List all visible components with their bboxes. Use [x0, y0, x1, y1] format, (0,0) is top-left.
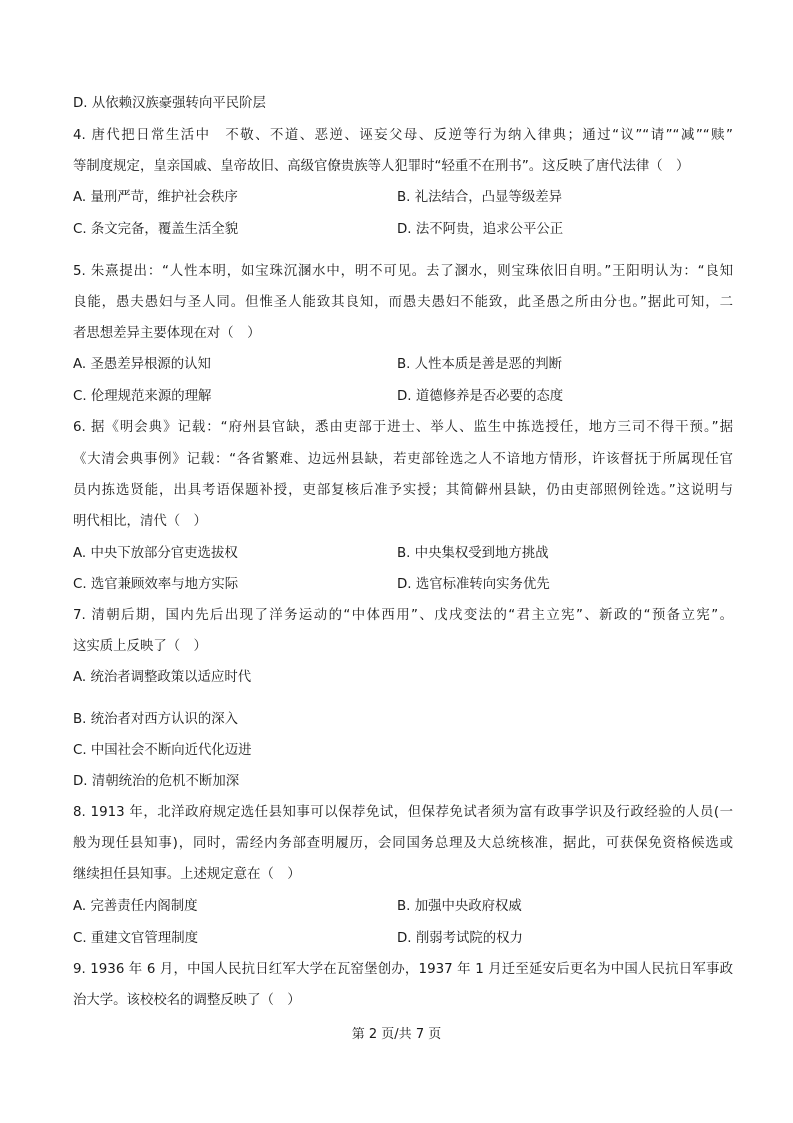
page-number: 第 2 页/共 7 页 — [351, 1027, 442, 1042]
q5-stem-line-1: 5. 朱熹提出：“人性本明，如宝珠沉溷水中，明不可见。去了溷水，则宝珠依旧自明。”王阳明认为：“良知 — [73, 264, 733, 279]
q6-option-a: A. 中央下放部分官吏选拔权 — [73, 546, 238, 561]
q8-stem-line-2: 般为现任县知事)，同时，需经内务部查明履历，会同国务总理及大总统核准，据此，可获保免资格候选或 — [73, 836, 733, 851]
q4-option-b: B. 礼法结合，凸显等级差异 — [397, 190, 562, 205]
q5-option-a: A. 圣愚差异根源的认知 — [73, 357, 211, 372]
q7-option-c: C. 中国社会不断向近代化迈进 — [73, 743, 252, 758]
q5-stem-line-3: 者思想差异主要体现在对（ ） — [73, 326, 261, 341]
q7-option-b: B. 统治者对西方认识的深入 — [73, 712, 238, 727]
q7-stem-line-1: 7. 清朝后期，国内先后出现了洋务运动的“中体西用”、戊戌变法的“君主立宪”、新政的“预备立宪”。 — [73, 608, 733, 623]
q4-option-a: A. 量刑严苛，维护社会秩序 — [73, 190, 238, 205]
q5-option-c: C. 伦理规范来源的理解 — [73, 389, 212, 404]
q4-option-c: C. 条文完备，覆盖生活全貌 — [73, 222, 239, 237]
q6-stem-line-1: 6. 据《明会典》记载：“府州县官缺，悉由吏部于进士、举人、监生中拣选授任，地方三司不得干预。”据 — [73, 420, 733, 435]
q6-stem-line-3: 员内拣选贤能，出具考语保题补授，吏部复核后准予实授；其简僻州县缺，仍由吏部照例铨选。”这说明与 — [73, 483, 733, 498]
q7-option-d: D. 清朝统治的危机不断加深 — [73, 774, 240, 789]
q9-stem-line-1: 9. 1936 年 6 月，中国人民抗日红军大学在瓦窑堡创办，1937 年 1 月迁至延安后更名为中国人民抗日军事政 — [73, 962, 733, 977]
q8-stem-line-3: 继续担任县知事。上述规定意在（ ） — [73, 867, 301, 882]
q4-stem-line-1: 4. 唐代把日常生活中 不敬、不道、恶逆、诬妄父母、反逆等行为纳入律典；通过“议”“请”“减”“赎” — [73, 128, 733, 143]
q7-option-a: A. 统治者调整政策以适应时代 — [73, 670, 252, 685]
q6-option-b: B. 中央集权受到地方挑战 — [397, 546, 549, 561]
q5-stem-line-2: 良能，愚夫愚妇与圣人同。但惟圣人能致其良知，而愚夫愚妇不能致，此圣愚之所由分也。”据此可知，二 — [73, 295, 733, 310]
q6-option-c: C. 选官兼顾效率与地方实际 — [73, 577, 239, 592]
q9-stem-line-2: 治大学。该校校名的调整反映了（ ） — [73, 993, 301, 1008]
q6-option-d: D. 选官标准转向实务优先 — [397, 577, 550, 592]
q5-option-b: B. 人性本质是善是恶的判断 — [397, 357, 562, 372]
q8-stem-line-1: 8. 1913 年，北洋政府规定选任县知事可以保荐免试，但保荐免试者须为富有政事学识及行政经验的人员(一 — [73, 805, 733, 820]
q4-stem-line-2: 等制度规定，皇亲国戚、皇帝故旧、高级官僚贵族等人犯罪时“轻重不在刑书”。这反映了唐代法律（ ） — [73, 159, 690, 174]
q4-option-d: D. 法不阿贵，追求公平公正 — [397, 222, 564, 237]
q3-option-d: D. 从依赖汉族豪强转向平民阶层 — [73, 96, 266, 111]
q8-option-a: A. 完善责任内阁制度 — [73, 899, 198, 914]
q5-option-d: D. 道德修养是否必要的态度 — [397, 389, 564, 404]
q8-option-c: C. 重建文官管理制度 — [73, 931, 198, 946]
q8-option-b: B. 加强中央政府权威 — [397, 899, 522, 914]
q6-stem-line-2: 《大清会典事例》记载：“各省繁难、边远州县缺，若吏部铨选之人不谙地方情形，许该督抚于所属现任官 — [73, 452, 733, 467]
q6-stem-line-4: 明代相比，清代（ ） — [73, 514, 207, 529]
q8-option-d: D. 削弱考试院的权力 — [397, 931, 523, 946]
q7-stem-line-2: 这实质上反映了（ ） — [73, 639, 207, 654]
